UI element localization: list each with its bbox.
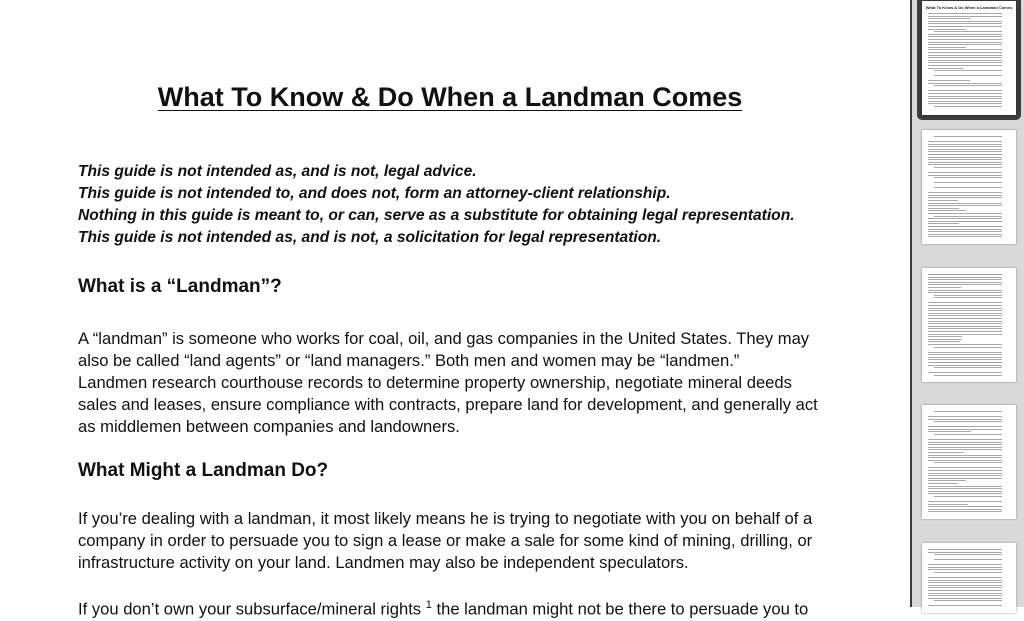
paragraph-line: as middlemen between companies and landowners. xyxy=(78,417,460,436)
thumbnail-text-line xyxy=(928,93,1002,94)
disclaimer-line: This guide is not intended to, and does not, form an attorney-client relationship. xyxy=(78,185,671,202)
thumbnail-text-line xyxy=(934,177,1002,178)
thumbnail-text-line xyxy=(928,197,1002,198)
paragraph-line: Landmen research courthouse records to determine property ownership, negotiate mineral deeds xyxy=(78,373,792,392)
thumbnail-text-line xyxy=(928,149,1002,150)
thumbnail-text-line xyxy=(928,326,1002,327)
thumbnail-text-line xyxy=(934,295,1002,296)
thumbnail-text-line xyxy=(928,157,1002,158)
thumbnail-text-line xyxy=(928,419,1002,420)
thumbnail-text-line xyxy=(928,331,1002,332)
thumbnail-text-line xyxy=(928,21,1002,22)
thumbnail-text-line xyxy=(928,44,1002,45)
section-heading-what-is-landman: What is a “Landman”? xyxy=(78,276,282,297)
thumbnail-text-line xyxy=(928,229,1002,230)
thumbnail-text-line xyxy=(928,486,1002,487)
thumbnail-text-line xyxy=(928,290,1002,291)
thumbnail-text-line xyxy=(928,598,1002,599)
thumbnail-text-line xyxy=(934,136,1002,137)
thumbnail-text-line xyxy=(934,554,1002,555)
thumbnail-text-line xyxy=(928,34,1002,35)
thumbnail-text-line xyxy=(928,226,1002,227)
thumbnail-text-line xyxy=(928,460,1002,461)
thumbnail-text-line xyxy=(928,475,1002,476)
thumbnail-text-line xyxy=(934,347,1002,348)
thumbnail-text-line xyxy=(934,462,1002,463)
thumbnail-text-line xyxy=(934,85,1002,86)
thumbnail-text-line xyxy=(928,310,1002,311)
thumbnail-text-line xyxy=(934,434,1002,435)
thumbnail-text-line xyxy=(928,480,966,481)
thumbnail-text-line xyxy=(928,213,1002,214)
thumbnail-text-line xyxy=(928,564,1002,565)
page-thumbnail-1[interactable] xyxy=(922,1,1016,115)
thumbnail-text-line xyxy=(928,455,1002,456)
thumbnail-text-line xyxy=(928,274,1002,275)
paragraph-line: sales and leases, ensure compliance with contracts, prepare land for development, and generally act xyxy=(78,395,818,414)
thumbnail-text-line xyxy=(928,210,966,211)
thumbnail-text-line xyxy=(928,585,1002,586)
page-thumbnail-2[interactable] xyxy=(922,130,1016,244)
thumbnail-text-line xyxy=(928,279,1002,280)
thumbnail-text-line xyxy=(928,315,1002,316)
thumbnail-text-line xyxy=(928,569,1002,570)
thumbnail-text-line xyxy=(928,483,958,484)
thumbnail-text-line xyxy=(934,411,1002,412)
thumbnail-text-line xyxy=(934,559,1002,560)
thumbnail-text-line xyxy=(928,467,1002,468)
thumbnail-text-line xyxy=(928,426,1002,427)
thumbnail-text-line xyxy=(928,103,1002,104)
thumbnail-text-line xyxy=(934,167,1002,168)
thumbnail-text-line xyxy=(928,47,966,48)
thumbnail-text-line xyxy=(928,42,1002,43)
thumbnail-text-line xyxy=(928,416,1002,417)
thumbnail-text-line xyxy=(928,90,1002,91)
thumbnail-text-line xyxy=(928,208,959,209)
thumbnail-text-line xyxy=(928,195,1002,196)
page-thumbnail-4[interactable] xyxy=(922,405,1016,519)
thumbnail-text-line xyxy=(928,80,970,81)
thumbnail-text-line xyxy=(928,101,1002,102)
thumbnail-text-line xyxy=(928,65,1002,66)
thumbnail-text-line xyxy=(928,504,968,505)
thumbnail-text-line xyxy=(928,277,1002,278)
thumbnail-text-line xyxy=(928,231,1002,232)
partial-text-after: the landman might not be there to persuade you to xyxy=(436,599,809,619)
thumbnail-text-line xyxy=(928,359,1002,360)
disclaimer-line: Nothing in this guide is meant to, or can, serve as a substitute for obtaining legal representation. xyxy=(78,207,795,224)
document-title xyxy=(0,82,900,113)
thumbnail-text-line xyxy=(928,442,1002,443)
thumbnail-text-line xyxy=(928,590,1002,591)
page-thumbnail-3[interactable] xyxy=(922,268,1016,382)
thumbnail-text-line xyxy=(928,365,1002,366)
thumbnail-text-line xyxy=(928,313,1002,314)
thumbnail-text-line xyxy=(928,52,1002,53)
thumbnail-text-line xyxy=(928,302,1002,303)
thumbnail-text-line xyxy=(928,96,1002,97)
thumbnail-text-line xyxy=(934,367,1002,368)
thumbnail-text-line xyxy=(928,488,1002,489)
paragraph-line: A “landman” is someone who works for coal, oil, and gas companies in the United States. They may xyxy=(78,329,810,348)
thumbnail-text-line xyxy=(928,236,1002,237)
thumbnail-text-line xyxy=(928,318,1002,319)
thumbnail-text-line xyxy=(928,328,1002,329)
thumbnail-text-line xyxy=(928,205,1002,206)
sidebar-divider xyxy=(910,0,912,607)
thumbnail-text-line xyxy=(928,282,1002,283)
thumbnail-text-line xyxy=(928,284,1002,285)
thumbnail-text-line xyxy=(934,75,1002,76)
thumbnail-text-line xyxy=(928,577,1002,578)
footnote-reference[interactable]: 1 xyxy=(425,599,432,611)
thumbnail-text-line xyxy=(928,493,1002,494)
thumbnail-text-line xyxy=(934,572,1002,573)
thumbnail-text-line xyxy=(928,549,1002,550)
thumbnail-text-line xyxy=(928,506,1002,507)
thumbnail-text-line xyxy=(928,151,1002,152)
thumbnail-text-line xyxy=(928,23,1002,24)
thumbnail-text-line xyxy=(928,354,1002,355)
thumbnail-text-line xyxy=(928,218,1002,219)
thumbnail-text-line xyxy=(928,429,1002,430)
thumbnail-text-line xyxy=(928,26,1002,27)
thumbnail-text-line xyxy=(928,203,1002,204)
thumbnail-text-line xyxy=(928,175,1002,176)
thumbnail-sidebar[interactable] xyxy=(910,0,1024,607)
thumbnail-text-line xyxy=(928,164,1002,165)
thumbnail-text-line xyxy=(928,509,1002,510)
paragraph-line: company in order to persuade you to sign a lease or make a sale for some kind of mining, drilling, or xyxy=(78,531,813,550)
thumbnail-text-line xyxy=(928,587,1002,588)
thumbnail-text-line xyxy=(928,36,1002,37)
partial-text-before: If you don’t own your subsurface/mineral rights xyxy=(78,599,422,619)
paragraph-partial-line xyxy=(78,594,858,621)
thumbnail-text-line xyxy=(928,321,1002,322)
thumbnail-text-line xyxy=(928,162,1002,163)
section-heading-what-might-landman-do: What Might a Landman Do? xyxy=(78,460,329,481)
thumbnail-text-line xyxy=(934,187,1002,188)
thumbnail-text-line xyxy=(928,305,1002,306)
thumbnail-text-line xyxy=(928,439,1002,440)
thumbnail-text-line xyxy=(928,580,1002,581)
thumbnail-text-line xyxy=(928,341,960,342)
paragraph-line: If you’re dealing with a landman, it most likely means he is trying to negotiate with you on behalf of a xyxy=(78,509,813,528)
thumbnail-text-line xyxy=(928,83,1002,84)
thumbnail-text-line xyxy=(934,496,1002,497)
thumbnail-title: What To Know & Do When a Landman Comes xyxy=(925,5,1013,10)
document-title-text: What To Know & Do When a Landman Comes xyxy=(157,82,743,112)
thumbnail-text-line xyxy=(934,297,1002,298)
thumbnail-text-line xyxy=(934,216,1002,217)
thumbnail-text-line xyxy=(928,478,1002,479)
thumbnail-text-line xyxy=(934,182,1002,183)
thumbnail-text-line xyxy=(928,292,1002,293)
thumbnail-text-line xyxy=(928,98,1002,99)
thumbnail-text-line xyxy=(934,600,1002,601)
paragraph-line: also be called “land agents” or “land managers.” Both men and women may be “landmen.” xyxy=(78,351,740,370)
thumbnail-text-line xyxy=(928,60,1002,61)
thumbnail-text-line xyxy=(928,339,962,340)
thumbnail-text-line xyxy=(928,362,1002,363)
thumbnail-text-line xyxy=(928,336,962,337)
thumbnail-text-line xyxy=(934,421,1002,422)
thumbnail-text-line xyxy=(928,457,1002,458)
thumbnail-text-line xyxy=(928,491,1002,492)
thumbnail-text-line xyxy=(928,192,1002,193)
thumbnail-text-line xyxy=(934,70,1002,71)
page-thumbnail-5[interactable] xyxy=(922,543,1016,613)
thumbnail-text-line xyxy=(928,29,966,30)
thumbnail-text-line xyxy=(928,567,1002,568)
thumbnail-text-line xyxy=(928,159,1002,160)
paragraph-line: infrastructure activity on your land. Landmen may also be independent speculators. xyxy=(78,553,689,572)
thumbnail-text-line xyxy=(928,49,1002,50)
thumbnail-text-line xyxy=(928,344,1002,345)
thumbnail-text-line xyxy=(928,18,970,19)
paragraph-landman-activity xyxy=(78,508,858,574)
thumbnail-text-line xyxy=(928,200,958,201)
thumbnail-text-line xyxy=(928,323,1002,324)
thumbnail-text-line xyxy=(928,444,1002,445)
thumbnail-text-line xyxy=(928,501,1002,502)
thumbnail-text-line xyxy=(928,447,1002,448)
thumbnail-text-line xyxy=(928,431,971,432)
thumbnail-text-line xyxy=(928,582,1002,583)
thumbnail-text-line xyxy=(928,595,1002,596)
thumbnail-text-line xyxy=(928,605,1002,606)
thumbnail-text-line xyxy=(928,287,961,288)
thumbnail-text-line xyxy=(928,372,1002,373)
thumbnail-text-line xyxy=(928,452,964,453)
thumbnail-text-line xyxy=(934,375,1002,376)
disclaimer-line: This guide is not intended as, and is not, legal advice. xyxy=(78,163,477,180)
thumbnail-text-line xyxy=(928,593,1002,594)
thumbnail-text-line xyxy=(928,141,1002,142)
thumbnail-text-line xyxy=(928,334,1002,335)
thumbnail-text-line xyxy=(928,357,1002,358)
thumbnail-text-line xyxy=(928,13,1002,14)
thumbnail-text-line xyxy=(928,473,1002,474)
thumbnail-text-line xyxy=(928,352,1002,353)
thumbnail-text-line xyxy=(928,57,1002,58)
thumbnail-text-line xyxy=(928,308,1002,309)
thumbnail-text-line xyxy=(928,55,1002,56)
thumbnail-text-line xyxy=(928,234,1002,235)
thumbnail-text-line xyxy=(928,154,1002,155)
thumbnail-text-line xyxy=(928,172,1002,173)
thumbnail-text-line xyxy=(928,223,959,224)
thumbnail-text-line xyxy=(928,144,1002,145)
thumbnail-text-line xyxy=(928,449,1002,450)
thumbnail-text-line xyxy=(928,146,1002,147)
thumbnail-text-line xyxy=(928,68,963,69)
paragraph-landman-definition xyxy=(78,328,858,438)
thumbnail-text-line xyxy=(928,221,1002,222)
thumbnail-text-line xyxy=(928,470,1002,471)
thumbnail-text-line xyxy=(928,552,1002,553)
thumbnail-text-line xyxy=(928,511,1002,512)
thumbnail-text-line xyxy=(928,39,1002,40)
thumbnail-text-line xyxy=(928,62,1002,63)
thumbnail-text-line xyxy=(928,16,1002,17)
disclaimer-list xyxy=(78,161,858,249)
thumbnail-text-line xyxy=(934,106,1002,107)
thumbnail-text-line xyxy=(934,31,1002,32)
disclaimer-line: This guide is not intended as, and is not, a solicitation for legal representation. xyxy=(78,229,662,246)
